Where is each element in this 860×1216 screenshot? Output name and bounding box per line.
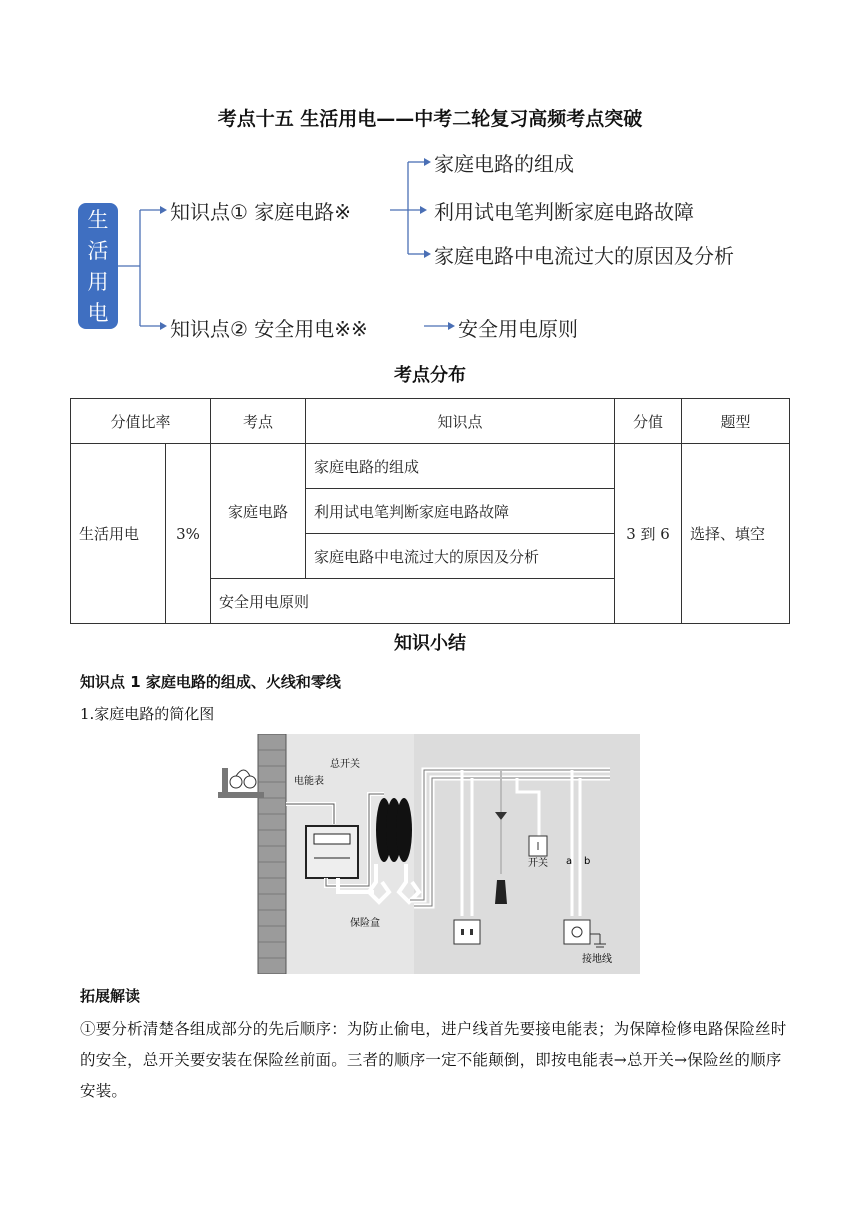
kp1-heading: 知识点 1 家庭电路的组成、火线和零线 <box>80 673 341 691</box>
label-meter: 电能表 <box>294 776 324 787</box>
header-topic: 考点 <box>211 399 306 444</box>
header-score: 分值 <box>615 399 682 444</box>
mindmap-branch2: 知识点② 安全用电※※ <box>170 317 368 341</box>
page-title: 考点十五 生活用电——中考二轮复习高频考点突破 <box>217 108 643 130</box>
cell-knowledge: 利用试电笔判断家庭电路故障 <box>306 489 615 534</box>
cell-knowledge: 家庭电路的组成 <box>306 444 615 489</box>
cell-topic2: 安全用电原则 <box>211 579 615 624</box>
mindmap-root <box>78 203 118 329</box>
mindmap-branch1: 知识点① 家庭电路※ <box>170 200 352 224</box>
cell-knowledge: 家庭电路中电流过大的原因及分析 <box>306 534 615 579</box>
distribution-table <box>70 398 790 624</box>
header-type: 题型 <box>682 399 790 444</box>
mindmap-leaf: 利用试电笔判断家庭电路故障 <box>434 200 694 224</box>
mindmap-leaf: 安全用电原则 <box>458 317 578 341</box>
extension-paragraph: ①要分析清楚各组成部分的先后顺序：为防止偷电，进户线首先要接电能表；为保障检修电路保险丝时的安全，总开关要安装在保险丝前面。三者的顺序一定不能颠倒，即按电能表→总开关→保险丝的顺序安装。 <box>80 1020 787 1100</box>
cell-percent: 3% <box>166 444 211 624</box>
header-knowledge: 知识点 <box>306 399 615 444</box>
root-char: 用 <box>87 270 109 294</box>
table-row <box>71 444 790 489</box>
mindmap-leaf: 家庭电路的组成 <box>434 152 574 176</box>
root-char: 电 <box>87 301 109 325</box>
summary-title: 知识小结 <box>394 633 466 654</box>
table-header-row <box>71 399 790 444</box>
label-b: b <box>584 856 591 867</box>
household-circuit-diagram <box>214 734 640 974</box>
cell-score: 3 到 6 <box>615 444 682 624</box>
root-char: 生 <box>87 208 109 232</box>
extension-heading: 拓展解读 <box>80 987 141 1005</box>
label-a: a <box>566 856 573 867</box>
kp1-subheading: 1.家庭电路的简化图 <box>80 705 215 723</box>
cell-subject: 生活用电 <box>71 444 166 624</box>
header-ratio: 分值比率 <box>71 399 211 444</box>
mindmap-leaf: 家庭电路中电流过大的原因及分析 <box>434 244 734 268</box>
label-fuse-box: 保险盒 <box>350 918 380 929</box>
cell-type: 选择、填空 <box>682 444 790 624</box>
distribution-title: 考点分布 <box>394 365 466 386</box>
label-ground: 接地线 <box>582 954 612 965</box>
cell-topic: 家庭电路 <box>211 444 306 579</box>
root-char: 活 <box>87 239 109 263</box>
label-switch: 开关 <box>528 858 548 869</box>
label-main-switch: 总开关 <box>330 759 360 770</box>
